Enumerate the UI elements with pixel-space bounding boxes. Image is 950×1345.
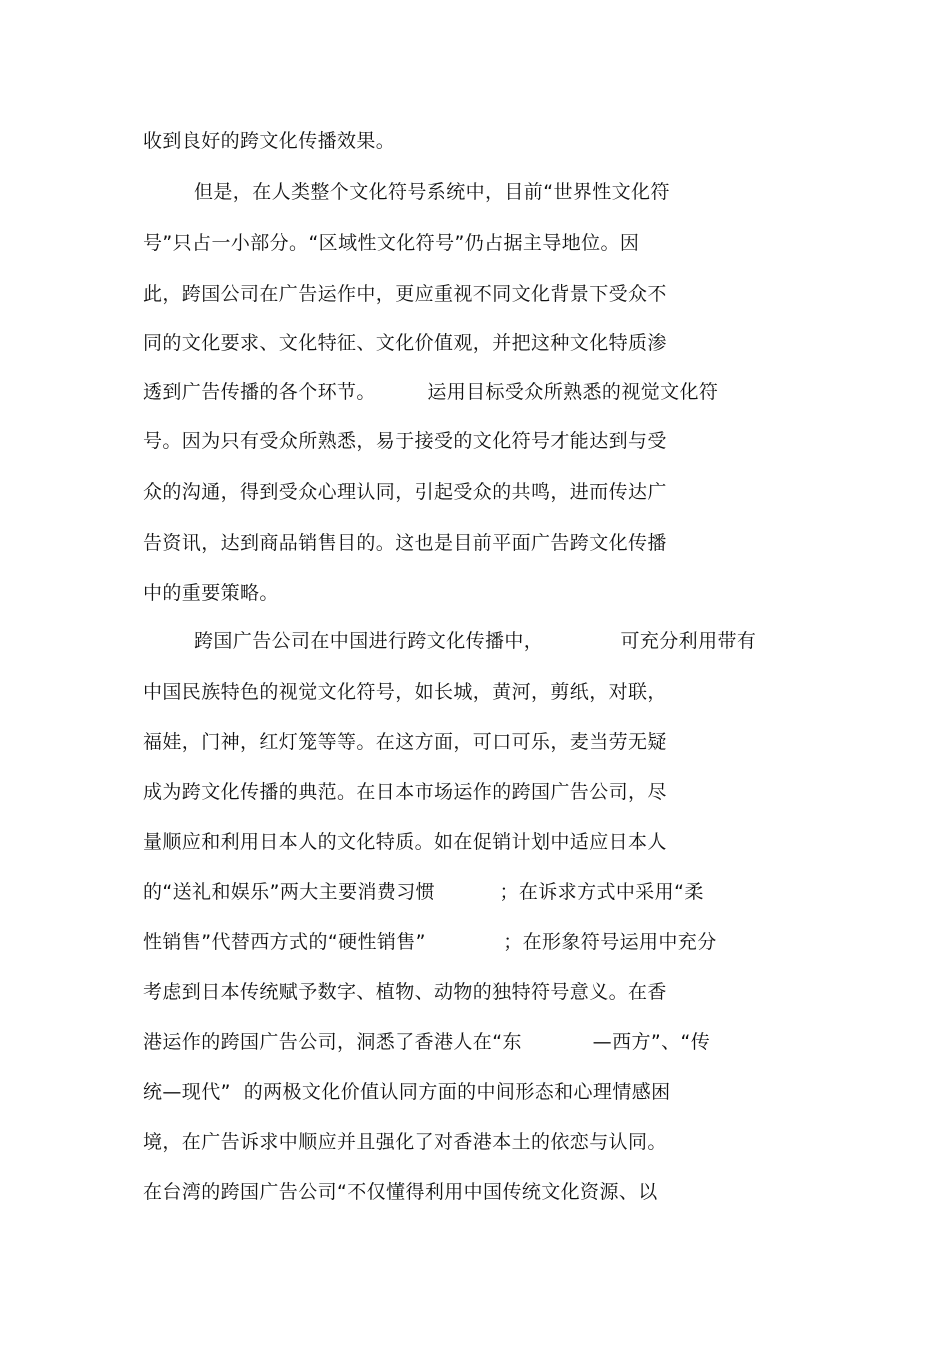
text-line: 量顺应和利用日本人的文化特质。如在促销计划中适应日本人 bbox=[143, 831, 667, 853]
text-line: 统—现代” 的两极文化价值认同方面的中间形态和心理情感困 bbox=[143, 1081, 671, 1103]
text-line: 但是，在人类整个文化符号系统中，目前“世界性文化符 bbox=[194, 181, 670, 203]
text-line: 收到良好的跨文化传播效果。 bbox=[143, 130, 396, 152]
text-line: 众的沟通，得到受众心理认同，引起受众的共鸣，进而传达广 bbox=[143, 481, 667, 503]
text-line: 中的重要策略。 bbox=[143, 582, 279, 604]
text-line: 考虑到日本传统赋予数字、植物、动物的独特符号意义。在香 bbox=[143, 981, 667, 1003]
text-line: 性销售”代替西方式的“硬性销售” ；在形象符号运用中充分 bbox=[143, 931, 717, 953]
text-line: 透到广告传播的各个环节。 运用目标受众所熟悉的视觉文化符 bbox=[143, 381, 719, 403]
text-line: 的“送礼和娱乐”两大主要消费习惯 ；在诉求方式中采用“柔 bbox=[143, 881, 704, 903]
text-line: 跨国广告公司在中国进行跨文化传播中， 可充分利用带有 bbox=[194, 630, 757, 652]
text-line: 告资讯，达到商品销售目的。这也是目前平面广告跨文化传播 bbox=[143, 532, 667, 554]
text-line: 中国民族特色的视觉文化符号，如长城，黄河，剪纸，对联， bbox=[143, 681, 667, 703]
text-line: 号。因为只有受众所熟悉，易于接受的文化符号才能达到与受 bbox=[143, 430, 667, 452]
text-line: 港运作的跨国广告公司，洞悉了香港人在“东 —西方”、“传 bbox=[143, 1031, 711, 1053]
text-line: 成为跨文化传播的典范。在日本市场运作的跨国广告公司，尽 bbox=[143, 781, 667, 803]
text-line: 福娃，门神，红灯笼等等。在这方面，可口可乐，麦当劳无疑 bbox=[143, 731, 667, 753]
text-line: 同的文化要求、文化特征、文化价值观，并把这种文化特质渗 bbox=[143, 332, 667, 354]
text-line: 在台湾的跨国广告公司“不仅懂得利用中国传统文化资源、以 bbox=[143, 1181, 658, 1203]
text-line: 此，跨国公司在广告运作中，更应重视不同文化背景下受众不 bbox=[143, 283, 667, 305]
text-line: 号”只占一小部分。“区域性文化符号”仍占据主导地位。因 bbox=[143, 232, 640, 254]
text-line: 境，在广告诉求中顺应并且强化了对香港本土的依恋与认同。 bbox=[143, 1131, 667, 1153]
